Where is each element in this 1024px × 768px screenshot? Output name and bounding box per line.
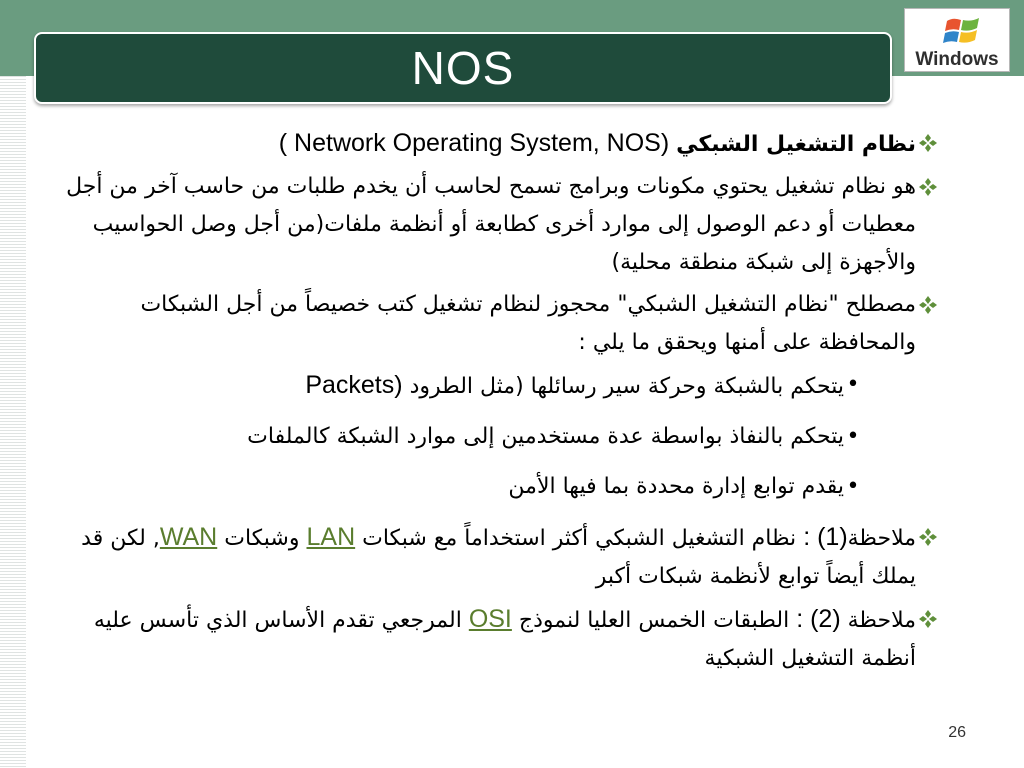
four-diamond-bullet-icon: [916, 600, 940, 638]
sub-item-text: يتحكم بالنفاذ بواسطة عدة مستخدمين إلى موارد الشبكة كالملفات: [247, 424, 844, 449]
note-text: , لكن قد يملك أيضاً توابع لأنظمة شبكات أكبر: [81, 526, 916, 589]
note-text: المرجعي تقدم الأساس الذي تأسس عليه أنظمة التشغيل الشبكية: [93, 608, 916, 671]
dot-bullet-icon: •: [846, 474, 860, 499]
sub-item-latin: Packets): [305, 371, 403, 399]
bullet-item-note-1: [60, 518, 940, 596]
term-text: مصطلح "نظام التشغيل الشبكي" محجوز لنظام تشغيل كتب خصيصاً من أجل الشبكات والمحافظة على أمنها ويحقق ما يلي :: [140, 292, 916, 355]
decorative-stripes: [0, 76, 26, 768]
bullet-item-note-2: [60, 600, 940, 678]
four-diamond-bullet-icon: [916, 168, 940, 206]
four-diamond-bullet-icon: [916, 518, 940, 556]
sub-item-text: يتحكم بالشبكة وحركة سير رسائلها (مثل الطرود: [409, 374, 844, 399]
wan-link[interactable]: WAN: [159, 523, 218, 551]
title-bar: [34, 32, 892, 104]
dot-bullet-icon: •: [846, 372, 860, 397]
four-diamond-bullet-icon: [916, 286, 940, 324]
osi-link[interactable]: OSI: [468, 605, 512, 633]
four-diamond-bullet-icon: [916, 124, 940, 162]
note-prefix: ملاحظة: [847, 608, 916, 633]
note-text: الطبقات الخمس العليا لنموذج: [518, 608, 790, 633]
windows-logo-text: Windows: [915, 49, 999, 70]
note-number: (2) :: [796, 605, 841, 633]
note-text: نظام التشغيل الشبكي أكثر استخداماً مع شبكات: [362, 526, 797, 551]
windows-flag-icon: [943, 13, 983, 49]
term-arabic: نظام التشغيل الشبكي: [676, 132, 916, 157]
sub-item-security: [60, 468, 940, 506]
dot-bullet-icon: •: [846, 424, 860, 449]
note-number: (1) :: [803, 523, 848, 551]
windows-logo: [904, 8, 1010, 72]
sub-item-traffic: [60, 366, 940, 406]
slide-title: NOS: [411, 42, 515, 94]
page-number: 26: [948, 724, 966, 741]
bullet-item-term: [60, 286, 940, 362]
sub-item-text: يقدم توابع إدارة محددة بما فيها الأمن: [508, 474, 844, 499]
bullet-item-description: [60, 168, 940, 282]
sub-item-access: [60, 418, 940, 456]
lan-link[interactable]: LAN: [306, 523, 356, 551]
bullet-item-definition: [60, 124, 940, 164]
note-prefix: ملاحظة: [847, 526, 916, 551]
note-text: وشبكات: [224, 526, 300, 551]
term-latin: ( Network Operating System, NOS): [278, 129, 670, 157]
description-text: هو نظام تشغيل يحتوي مكونات وبرامج تسمح لحاسب أن يخدم طلبات من حاسب آخر من أجل معطيات أو دعم الوصول إلى موارد أخرى كطابعة أو أنظمة ملفات(من أجل وصل الحواسيب والأجهزة إلى شبكة منطقة محلية): [66, 174, 916, 275]
slide-content: [60, 124, 940, 682]
